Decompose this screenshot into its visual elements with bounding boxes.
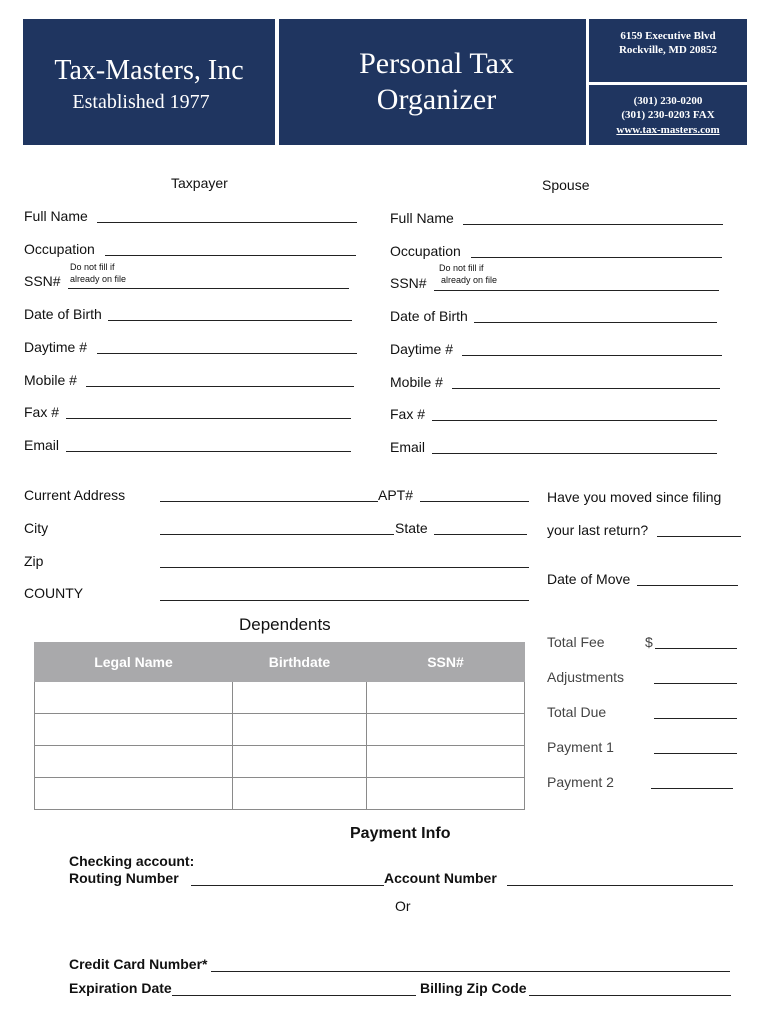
spouse-mobile-field[interactable]: [452, 388, 720, 389]
spouse-dob-label: Date of Birth: [390, 308, 468, 324]
credit-card-field[interactable]: [211, 971, 730, 972]
contact-banner: [589, 85, 747, 145]
apt-field[interactable]: [420, 501, 529, 502]
form-title-line1: Personal Tax: [359, 47, 514, 80]
table-row: [35, 778, 525, 810]
total-due-field[interactable]: [654, 718, 737, 719]
spouse-heading: Spouse: [542, 177, 590, 193]
taxpayer-fax-field[interactable]: [66, 418, 351, 419]
table-row: [35, 682, 525, 714]
company-banner: [23, 19, 275, 145]
county-field[interactable]: [160, 600, 529, 601]
routing-number-field[interactable]: [191, 885, 384, 886]
state-field[interactable]: [434, 534, 527, 535]
dependent-name-cell[interactable]: [35, 746, 233, 778]
account-number-field[interactable]: [507, 885, 733, 886]
credit-card-label: Credit Card Number*: [69, 956, 208, 972]
dependent-birthdate-cell[interactable]: [233, 778, 367, 810]
spouse-full-name-field[interactable]: [463, 224, 723, 225]
apt-label: APT#: [378, 487, 414, 503]
title-banner: [279, 19, 586, 145]
dependent-ssn-cell[interactable]: [367, 682, 525, 714]
or-divider: Or: [395, 898, 411, 914]
spouse-daytime-label: Daytime #: [390, 341, 454, 357]
expiration-date-label: Expiration Date: [69, 980, 172, 996]
adjustments-label: Adjustments: [547, 669, 625, 685]
table-row: [35, 714, 525, 746]
taxpayer-heading: Taxpayer: [171, 175, 228, 191]
fax-number: (301) 230-0203 FAX: [621, 109, 715, 121]
date-of-move-field[interactable]: [637, 585, 738, 586]
taxpayer-dob-field[interactable]: [108, 320, 352, 321]
taxpayer-full-name-field[interactable]: [97, 222, 357, 223]
checking-account-label: Checking account:: [69, 853, 195, 869]
taxpayer-ssn-note-2: already on file: [70, 274, 127, 284]
spouse-ssn-note-1: Do not fill if: [439, 263, 484, 273]
spouse-full-name-label: Full Name: [390, 210, 454, 226]
dependent-name-cell[interactable]: [35, 778, 233, 810]
taxpayer-email-label: Email: [24, 437, 60, 453]
zip-field[interactable]: [160, 567, 529, 568]
zip-label: Zip: [24, 553, 44, 569]
dependents-header-row: [35, 643, 525, 682]
current-address-field[interactable]: [160, 501, 378, 502]
total-due-label: Total Due: [547, 704, 607, 720]
payment-1-field[interactable]: [654, 753, 737, 754]
payment-2-label: Payment 2: [547, 774, 614, 790]
spouse-ssn-field[interactable]: [434, 290, 719, 291]
spouse-dob-field[interactable]: [474, 322, 717, 323]
dependent-name-cell[interactable]: [35, 714, 233, 746]
taxpayer-occupation-field[interactable]: [105, 255, 356, 256]
moved-answer-field[interactable]: [657, 536, 741, 537]
spouse-email-field[interactable]: [432, 453, 717, 454]
taxpayer-daytime-field[interactable]: [97, 353, 357, 354]
adjustments-field[interactable]: [654, 683, 737, 684]
address-banner: [589, 19, 747, 82]
established-text: Established 1977: [72, 91, 210, 113]
billing-zip-field[interactable]: [529, 995, 731, 996]
county-label: COUNTY: [24, 585, 84, 601]
date-of-move-label: Date of Move: [547, 571, 631, 587]
expiration-date-field[interactable]: [172, 995, 416, 996]
dependent-name-cell[interactable]: [35, 682, 233, 714]
address-line2: Rockville, MD 20852: [618, 44, 718, 56]
dependents-table: [34, 642, 525, 810]
taxpayer-daytime-label: Daytime #: [24, 339, 88, 355]
billing-zip-label: Billing Zip Code: [420, 980, 527, 996]
spouse-occupation-field[interactable]: [471, 257, 722, 258]
dollar-sign: $: [645, 634, 653, 650]
payment-2-field[interactable]: [651, 788, 733, 789]
dependent-ssn-cell[interactable]: [367, 714, 525, 746]
form-title-line2: Organizer: [376, 83, 497, 116]
spouse-fax-field[interactable]: [432, 420, 717, 421]
table-row: [35, 746, 525, 778]
city-field[interactable]: [160, 534, 394, 535]
spouse-ssn-note-2: already on file: [441, 275, 498, 285]
dependent-birthdate-cell[interactable]: [233, 714, 367, 746]
dependents-heading: Dependents: [239, 615, 331, 634]
city-label: City: [24, 520, 49, 536]
taxpayer-full-name-label: Full Name: [24, 208, 88, 224]
taxpayer-occupation-label: Occupation: [24, 241, 95, 257]
taxpayer-dob-label: Date of Birth: [24, 306, 102, 322]
current-address-label: Current Address: [24, 487, 126, 503]
dependent-birthdate-cell[interactable]: [233, 682, 367, 714]
spouse-occupation-label: Occupation: [390, 243, 461, 259]
website-link[interactable]: www.tax-masters.com: [616, 124, 720, 136]
payment-info-heading: Payment Info: [350, 825, 451, 842]
dependent-ssn-cell[interactable]: [367, 778, 525, 810]
payment-1-label: Payment 1: [547, 739, 614, 755]
taxpayer-ssn-note-1: Do not fill if: [70, 262, 115, 272]
total-fee-field[interactable]: [655, 648, 737, 649]
phone-number: (301) 230-0200: [633, 95, 703, 107]
total-fee-label: Total Fee: [547, 634, 605, 650]
company-name: Tax-Masters, Inc: [54, 55, 244, 86]
column-header-birthdate: Birthdate: [233, 643, 367, 682]
moved-question-line2: your last return?: [547, 522, 649, 538]
taxpayer-email-field[interactable]: [66, 451, 351, 452]
dependent-birthdate-cell[interactable]: [233, 746, 367, 778]
spouse-daytime-field[interactable]: [462, 355, 722, 356]
account-number-label: Account Number: [384, 870, 497, 886]
taxpayer-fax-label: Fax #: [24, 404, 60, 420]
state-label: State: [395, 520, 428, 536]
spouse-email-label: Email: [390, 439, 426, 455]
column-header-ssn: SSN#: [367, 643, 525, 682]
dependent-ssn-cell[interactable]: [367, 746, 525, 778]
taxpayer-mobile-field[interactable]: [86, 386, 354, 387]
address-line1: 6159 Executive Blvd: [620, 30, 716, 42]
moved-question-line1: Have you moved since filing: [547, 489, 722, 505]
column-header-legal-name: Legal Name: [35, 643, 233, 682]
spouse-fax-label: Fax #: [390, 406, 426, 422]
routing-number-label: Routing Number: [69, 870, 179, 886]
spouse-mobile-label: Mobile #: [390, 374, 443, 390]
spouse-ssn-label: SSN#: [390, 275, 427, 291]
taxpayer-ssn-field[interactable]: [68, 288, 349, 289]
taxpayer-mobile-label: Mobile #: [24, 372, 77, 388]
taxpayer-ssn-label: SSN#: [24, 273, 61, 289]
